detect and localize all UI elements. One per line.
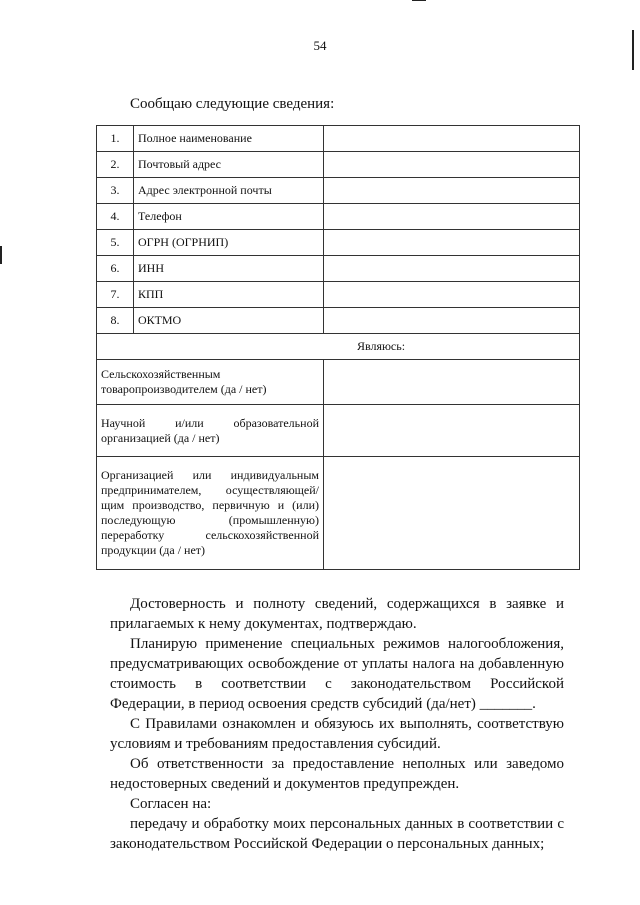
intro-heading: Сообщаю следующие сведения: — [130, 96, 335, 112]
scan-edge-mark — [412, 0, 426, 1]
table-row — [97, 126, 580, 152]
status-label: Организацией или индивидуальным предпринимателем, осуществляющей/щим производство, первичную и (или) последующую (промышленную) переработку сельскохозяйственной продукции (да / нет) — [97, 457, 324, 570]
row-label: Полное наименование — [134, 126, 324, 152]
row-number: 3. — [97, 178, 134, 204]
row-value-field[interactable] — [324, 178, 580, 204]
row-number: 6. — [97, 256, 134, 282]
paragraph: Об ответственности за предоставление неполных или заведомо недостоверных сведений и документов предупрежден. — [110, 756, 564, 792]
status-label: Научной и/или образовательной организацией (да / нет) — [97, 405, 324, 457]
status-row — [97, 457, 580, 570]
row-value-field[interactable] — [324, 126, 580, 152]
row-number: 1. — [97, 126, 134, 152]
declaration-text — [110, 594, 564, 854]
row-number: 4. — [97, 204, 134, 230]
table-row — [97, 282, 580, 308]
paragraph: передачу и обработку моих персональных данных в соответствии с законодательством Российской Федерации о персональных данных; — [110, 816, 564, 852]
row-value-field[interactable] — [324, 204, 580, 230]
row-label: ОГРН (ОГРНИП) — [134, 230, 324, 256]
row-value-field[interactable] — [324, 256, 580, 282]
row-number: 2. — [97, 152, 134, 178]
applicant-info-table — [96, 125, 580, 570]
table-row — [97, 204, 580, 230]
row-label: Адрес электронной почты — [134, 178, 324, 204]
scan-edge-mark — [0, 246, 2, 264]
status-value-field[interactable] — [324, 360, 580, 405]
status-label: Сельскохозяйственным товаропроизводителем (да / нет) — [97, 360, 324, 405]
status-row — [97, 405, 580, 457]
row-value-field[interactable] — [324, 308, 580, 334]
row-number: 8. — [97, 308, 134, 334]
table-row — [97, 152, 580, 178]
row-label: КПП — [134, 282, 324, 308]
paragraph: С Правилами ознакомлен и обязуюсь их выполнять, соответствую условиям и требованиям предоставления субсидий. — [110, 716, 564, 752]
paragraph: Достоверность и полноту сведений, содержащихся в заявке и прилагаемых к нему документах, подтверждаю. — [110, 596, 564, 632]
row-label: Почтовый адрес — [134, 152, 324, 178]
table-row — [97, 256, 580, 282]
table-row — [97, 230, 580, 256]
row-number: 7. — [97, 282, 134, 308]
section-header: Являюсь: — [97, 334, 580, 360]
row-number: 5. — [97, 230, 134, 256]
row-value-field[interactable] — [324, 230, 580, 256]
table-row — [97, 178, 580, 204]
table-row — [97, 308, 580, 334]
row-value-field[interactable] — [324, 152, 580, 178]
status-value-field[interactable] — [324, 405, 580, 457]
section-header-row — [97, 334, 580, 360]
paragraph: Планирую применение специальных режимов налогообложения, предусматривающих освобождение от уплаты налога на добавленную стоимость в соответствии с законодательством Российской Федерации, в период освоения средств субсидий (да/нет) _______. — [110, 636, 564, 712]
row-label: Телефон — [134, 204, 324, 230]
page-number: 54 — [313, 38, 327, 53]
row-label: ИНН — [134, 256, 324, 282]
status-value-field[interactable] — [324, 457, 580, 570]
status-row — [97, 360, 580, 405]
row-value-field[interactable] — [324, 282, 580, 308]
row-label: ОКТМО — [134, 308, 324, 334]
paragraph: Согласен на: — [130, 796, 212, 812]
